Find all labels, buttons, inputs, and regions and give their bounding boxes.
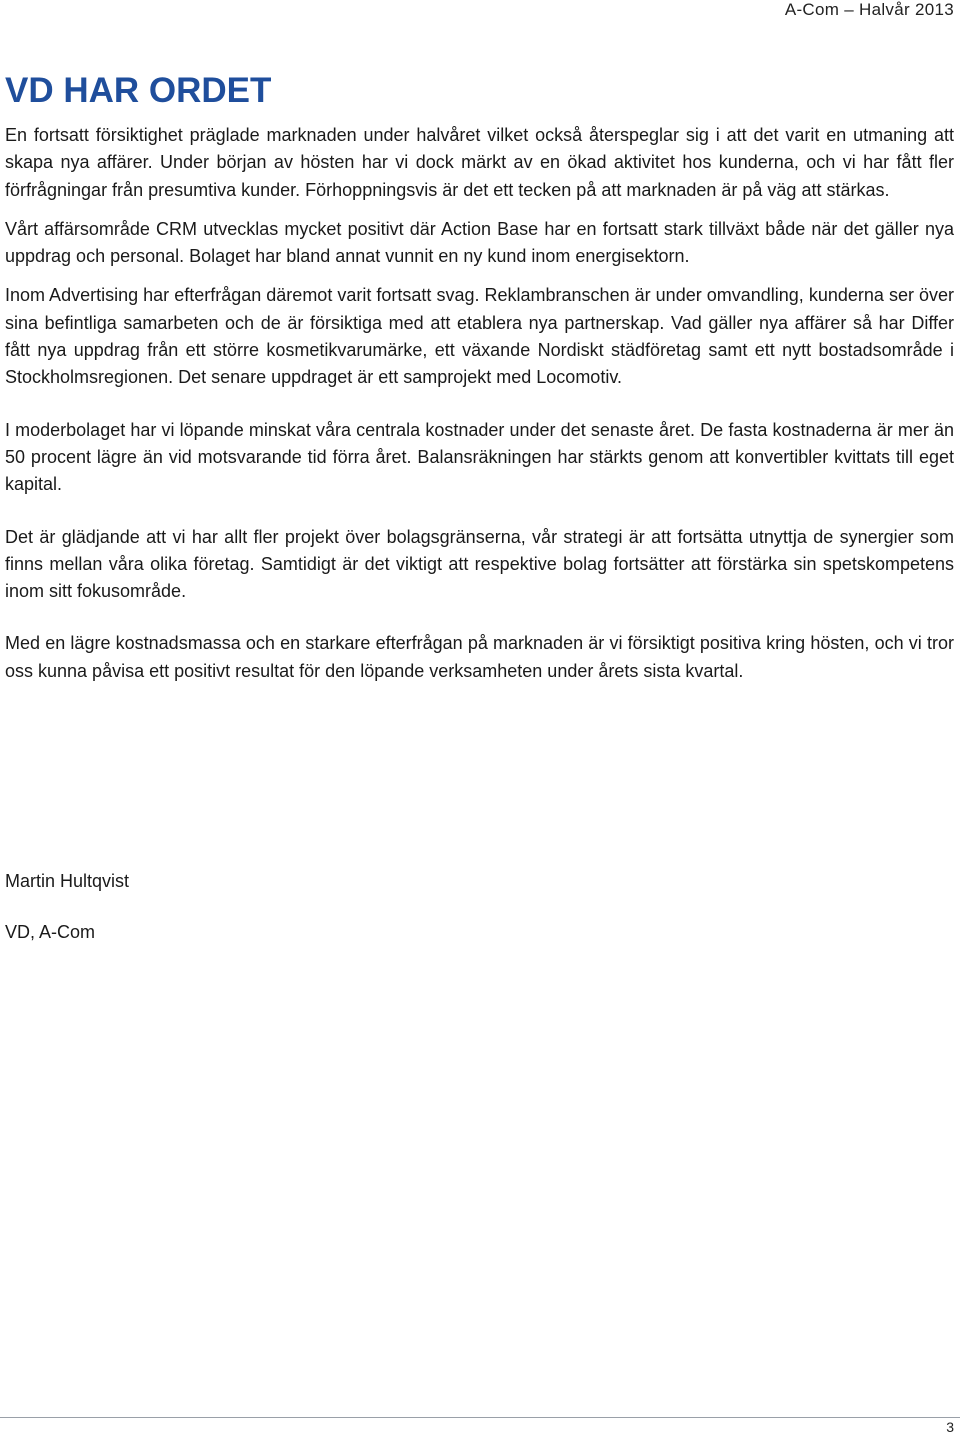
- footer-divider: [0, 1417, 960, 1418]
- paragraph-1: En fortsatt försiktighet präglade marknaden under halvåret vilket också återspeglar sig i att det varit en utmaning att skapa nya affärer. Under början av hösten har vi dock märkt av en ökad aktivitet hos kunderna, och vi har fått fler förfrågningar från presumtiva kunder. Förhoppningsvis är det ett tecken på att marknaden är på väg att stärkas.: [5, 125, 954, 200]
- page-title: VD HAR ORDET: [5, 71, 272, 110]
- paragraph-6: Med en lägre kostnadsmassa och en starkare efterfrågan på marknaden är vi försiktigt positiva kring hösten, och vi tror oss kunna påvisa ett positivt resultat för den löpande verksamheten under årets sista kvartal.: [5, 633, 954, 681]
- paragraph-2: Vårt affärsområde CRM utvecklas mycket positivt där Action Base har en fortsatt stark tillväxt både när det gäller nya uppdrag och personal. Bolaget har bland annat vunnit en ny kund inom energisektorn.: [5, 218, 954, 267]
- signature-name: Martin Hultqvist: [5, 871, 130, 891]
- paragraph-5: Det är glädjande att vi har allt fler projekt över bolagsgränserna, vår strategi är att fortsätta utnyttja de synergier som finns mellan våra olika företag. Samtidigt är det viktigt att respektive bolag fortsätter att förstärka sin spetskompetens inom sitt fokusområde.: [5, 526, 954, 602]
- paragraph-4: I moderbolaget har vi löpande minskat våra centrala kostnader under det senaste året. De fasta kostnaderna är mer än 50 procent lägre än vid motsvarande tid förra året. Balansräkningen har stärkts genom att konvertibler kvittats till eget kapital.: [5, 419, 954, 495]
- signature-title: VD, A-Com: [5, 922, 96, 942]
- paragraph-3: Inom Advertising har efterfrågan däremot varit fortsatt svag. Reklambranschen är under omvandling, kunderna ser över sina befintliga samarbeten och de är försiktiga med att etablera nya partnerskap. Vad gäller nya affärer så har Differ fått nya uppdrag från ett större kosmetikvarumärke, ett växande Nordiskt städföretag samt ett nytt bostadsområde i Stockholmsregionen. Det senare uppdraget är ett samprojekt med Locomotiv.: [5, 285, 954, 388]
- page-number: 3: [946, 1419, 954, 1435]
- running-header: A-Com – Halvår 2013: [784, 0, 954, 19]
- letter-body: [5, 122, 954, 695]
